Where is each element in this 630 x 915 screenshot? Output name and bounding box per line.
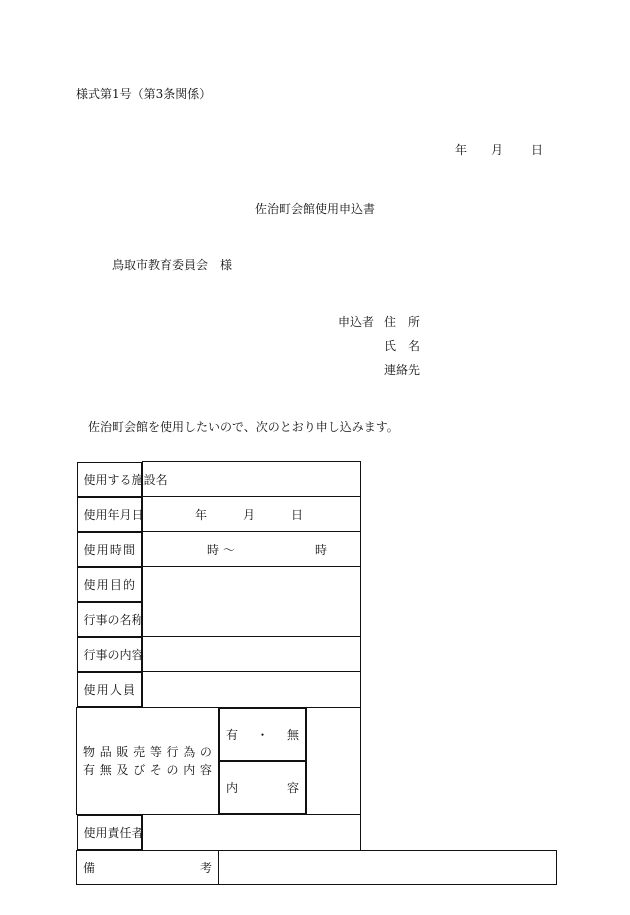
usage-date-year: 年 xyxy=(195,507,208,522)
date-line xyxy=(455,141,543,158)
responsible-person-field[interactable] xyxy=(143,814,361,850)
row-usage-time xyxy=(77,532,557,567)
row-goods-sales xyxy=(77,707,557,814)
usage-date-label: 使 用 年 月 日 xyxy=(77,497,143,532)
event-name-field[interactable] xyxy=(143,567,361,637)
event-content-field[interactable] xyxy=(143,637,361,672)
usage-time-from: 時 〜 xyxy=(207,542,235,557)
attendees-field[interactable] xyxy=(143,672,361,708)
date-year: 年 xyxy=(455,143,468,157)
date-day: 日 xyxy=(531,143,544,157)
responsible-person-label: 使 用 責 任 者 xyxy=(77,815,143,850)
applicant-name-label: 氏 名 xyxy=(384,339,421,353)
usage-application-table xyxy=(76,461,557,885)
goods-content-field[interactable] xyxy=(307,707,361,814)
date-month: 月 xyxy=(491,143,504,157)
event-content-label: 行 事 の 内 容 xyxy=(77,637,143,672)
purpose-label: 使 用 目 的 xyxy=(77,567,143,602)
addressee: 鳥取市教育委員会 様 xyxy=(112,258,233,272)
usage-date-month: 月 xyxy=(243,507,256,522)
facility-name-field[interactable] xyxy=(143,462,361,497)
applicant-contact-label: 連絡先 xyxy=(384,363,421,377)
usage-time-to: 時 xyxy=(315,542,328,557)
row-remarks xyxy=(77,850,557,884)
intro-text: 佐治町会館を使用したいので、次のとおり申し込みます。 xyxy=(88,420,399,434)
goods-content-label: 内 容 xyxy=(219,761,306,814)
form-number: 様式第1号（第3条関係） xyxy=(76,87,212,101)
row-usage-date xyxy=(77,497,557,532)
usage-time-field[interactable] xyxy=(143,532,361,567)
usage-date-field[interactable] xyxy=(143,497,361,532)
goods-sales-label-line2: 有 無 及 び そ の 内 容 xyxy=(83,762,212,777)
row-attendees xyxy=(77,672,557,708)
goods-presence-field[interactable]: 有 ・ 無 xyxy=(219,708,306,761)
applicant-address-label: 住 所 xyxy=(384,315,421,329)
remarks-label-right: 考 xyxy=(199,860,212,875)
row-event-name xyxy=(77,567,557,637)
goods-sales-label-line1: 物 品 販 売 等 行 為 の xyxy=(83,744,212,759)
remarks-field[interactable] xyxy=(219,850,557,884)
usage-time-label: 使 用 時 間 xyxy=(77,532,143,567)
remarks-label xyxy=(77,850,219,884)
remarks-label-left: 備 xyxy=(83,860,96,875)
row-event-content xyxy=(77,637,557,672)
facility-name-label: 使 用 す る 施 設 名 xyxy=(77,462,143,497)
document-title: 佐治町会館使用申込書 xyxy=(254,202,375,216)
event-name-label: 行 事 の 名 称 xyxy=(77,602,143,637)
row-facility xyxy=(77,462,557,497)
goods-sales-label xyxy=(77,707,219,814)
usage-date-day: 日 xyxy=(291,507,304,522)
attendees-label: 使 用 人 員 xyxy=(77,672,143,707)
row-responsible xyxy=(77,814,557,850)
applicant-label: 申込者 xyxy=(338,315,375,329)
